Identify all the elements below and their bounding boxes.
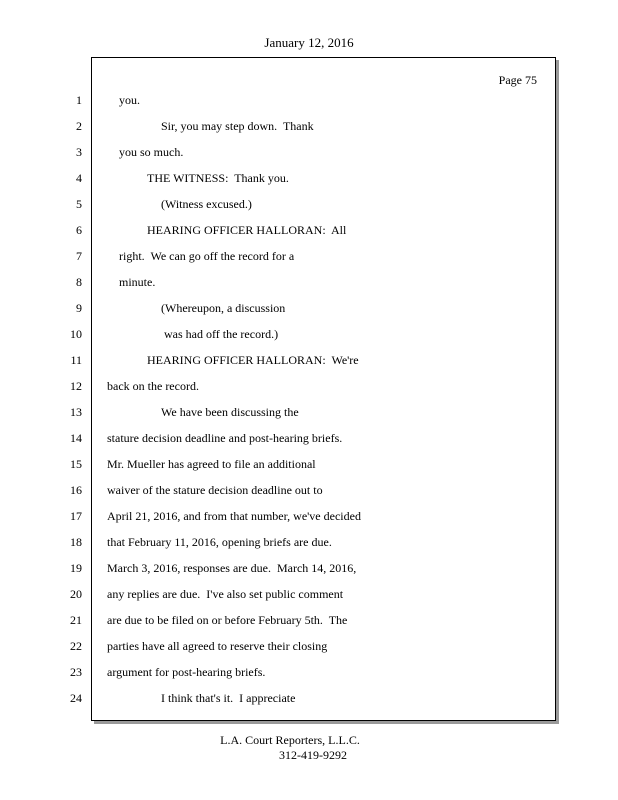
transcript-line: are due to be filed on or before February 5th. The xyxy=(107,613,348,627)
transcript-line: HEARING OFFICER HALLORAN: We're xyxy=(147,353,359,367)
line-number: 17 xyxy=(70,509,82,523)
transcript-line: Sir, you may step down. Thank xyxy=(161,119,314,133)
transcript-line: (Witness excused.) xyxy=(161,197,252,211)
line-number: 24 xyxy=(70,691,82,705)
line-number: 11 xyxy=(70,353,82,367)
transcript-line: March 3, 2016, responses are due. March 14, 2016, xyxy=(107,561,357,575)
transcript-line: any replies are due. I've also set public comment xyxy=(107,587,344,601)
line-number: 23 xyxy=(70,665,82,679)
page-number: Page 75 xyxy=(498,73,537,87)
transcript-line: that February 11, 2016, opening briefs are due. xyxy=(107,535,332,549)
line-number: 14 xyxy=(70,431,82,445)
line-number: 16 xyxy=(70,483,82,497)
line-number: 1 xyxy=(76,93,82,107)
transcript-line: April 21, 2016, and from that number, we've decided xyxy=(107,509,361,523)
line-number: 2 xyxy=(76,119,82,133)
transcript-line: stature decision deadline and post-hearing briefs. xyxy=(107,431,343,445)
line-number: 19 xyxy=(70,561,82,575)
line-number: 12 xyxy=(70,379,82,393)
footer-company: L.A. Court Reporters, L.L.C. xyxy=(220,733,360,747)
transcript-line: (Whereupon, a discussion xyxy=(161,301,286,315)
transcript-line: argument for post-hearing briefs. xyxy=(107,665,266,679)
transcript-line: I think that's it. I appreciate xyxy=(161,691,296,705)
transcript-line: you. xyxy=(119,93,140,107)
line-number: 9 xyxy=(76,301,82,315)
transcript-line: right. We can go off the record for a xyxy=(119,249,295,263)
line-number: 18 xyxy=(70,535,82,549)
transcript-line: Mr. Mueller has agreed to file an additional xyxy=(107,457,316,471)
transcript-line: minute. xyxy=(119,275,156,289)
transcript-line: was had off the record.) xyxy=(164,327,279,341)
line-number: 3 xyxy=(76,145,82,159)
line-number: 7 xyxy=(76,249,82,263)
line-number: 8 xyxy=(76,275,82,289)
line-number: 6 xyxy=(76,223,82,237)
transcript-line: parties have all agreed to reserve their closing xyxy=(107,639,328,653)
transcript-line: you so much. xyxy=(119,145,184,159)
header-date: January 12, 2016 xyxy=(264,35,354,50)
transcript-line: THE WITNESS: Thank you. xyxy=(147,171,289,185)
line-number: 13 xyxy=(70,405,82,419)
footer-phone: 312-419-9292 xyxy=(279,748,347,762)
transcript-line: We have been discussing the xyxy=(161,405,299,419)
line-number: 22 xyxy=(70,639,82,653)
line-number: 20 xyxy=(70,587,82,601)
line-number: 21 xyxy=(70,613,82,627)
transcript-line: back on the record. xyxy=(107,379,199,393)
line-number: 5 xyxy=(76,197,82,211)
transcript-line: waiver of the stature decision deadline out to xyxy=(107,483,323,497)
line-number: 10 xyxy=(70,327,82,341)
transcript-line: HEARING OFFICER HALLORAN: All xyxy=(147,223,347,237)
line-number: 15 xyxy=(70,457,82,471)
line-number: 4 xyxy=(76,171,82,185)
